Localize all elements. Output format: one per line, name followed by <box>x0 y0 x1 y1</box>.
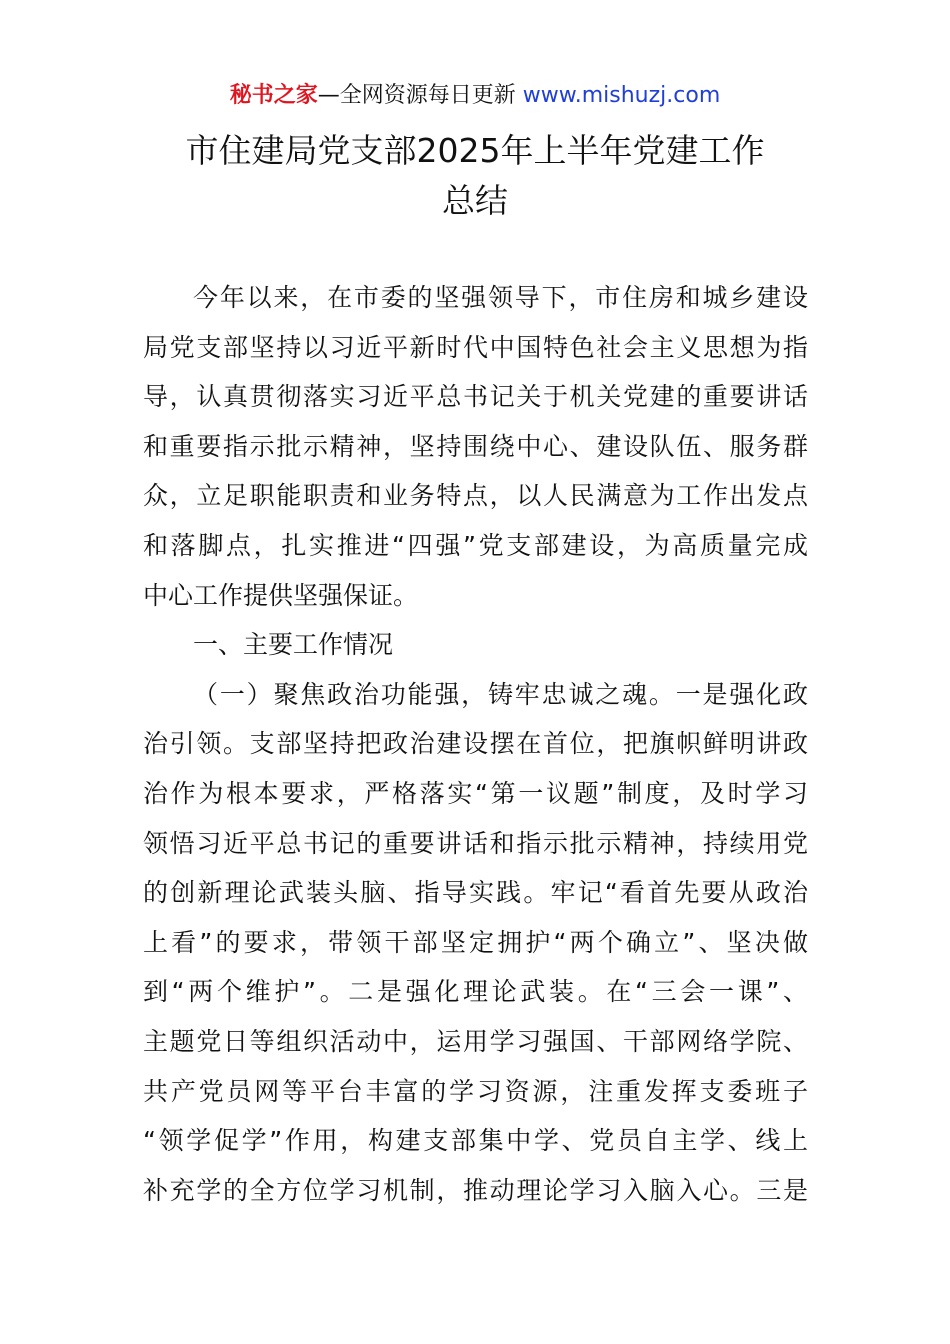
paragraph-line: 到“两个维护”。二是强化理论武装。在“三会一课”、 <box>143 977 808 1007</box>
paragraph-line: 和重要指示批示精神，坚持围绕中心、建设队伍、服务群 <box>143 431 808 461</box>
paragraph-political-function <box>143 670 808 1216</box>
paragraph-line: 中心工作提供坚强保证。 <box>143 580 419 610</box>
paragraph-line: 导，认真贯彻落实习近平总书记关于机关党建的重要讲话 <box>143 382 808 412</box>
paragraph-line: 众，立足职能职责和业务特点，以人民满意为工作出发点 <box>143 481 808 511</box>
header-tagline: —全网资源每日更新 <box>317 83 516 108</box>
paragraph-line: 今年以来，在市委的坚强领导下，市住房和城乡建设 <box>193 283 808 312</box>
paragraph-line: 补充学的全方位学习机制，推动理论学习入脑入心。三是 <box>143 1175 808 1205</box>
paragraph-line: 治作为根本要求，严格落实“第一议题”制度，及时学习 <box>143 778 808 808</box>
title-line-2: 总结 <box>442 181 508 220</box>
section-heading: 一、主要工作情况 <box>193 630 394 660</box>
paragraph-line: 的创新理论武装头脑、指导实践。牢记“看首先要从政治 <box>143 878 808 908</box>
paragraph-line: 上看”的要求，带领干部坚定拥护“两个确立”、坚决做 <box>143 927 808 957</box>
document-title <box>0 126 950 226</box>
paragraph-line: 主题党日等组织活动中，运用学习强国、干部网络学院、 <box>143 1026 808 1056</box>
paragraph-line: 领悟习近平总书记的重要讲话和指示批示精神，持续用党 <box>143 828 808 858</box>
paragraph-line: 和落脚点，扎实推进“四强”党支部建设，为高质量完成 <box>143 530 808 560</box>
document-body <box>143 273 808 1215</box>
paragraph-line: （一）聚焦政治功能强，铸牢忠诚之魂。一是强化政 <box>193 679 808 709</box>
paragraph-line: 共产党员网等平台丰富的学习资源，注重发挥支委班子 <box>143 1076 808 1106</box>
site-url-link[interactable]: www.mishuzj.com <box>522 83 721 108</box>
title-line-1: 市住建局党支部2025年上半年党建工作 <box>185 131 765 170</box>
site-header <box>0 82 950 110</box>
paragraph-line: 局党支部坚持以习近平新时代中国特色社会主义思想为指 <box>143 332 808 362</box>
brand-name: 秘书之家 <box>229 83 318 108</box>
paragraph-line: 治引领。支部坚持把政治建设摆在首位，把旗帜鲜明讲政 <box>143 729 808 759</box>
paragraph-line: “领学促学”作用，构建支部集中学、党员自主学、线上 <box>143 1126 808 1156</box>
paragraph-intro <box>143 273 808 620</box>
